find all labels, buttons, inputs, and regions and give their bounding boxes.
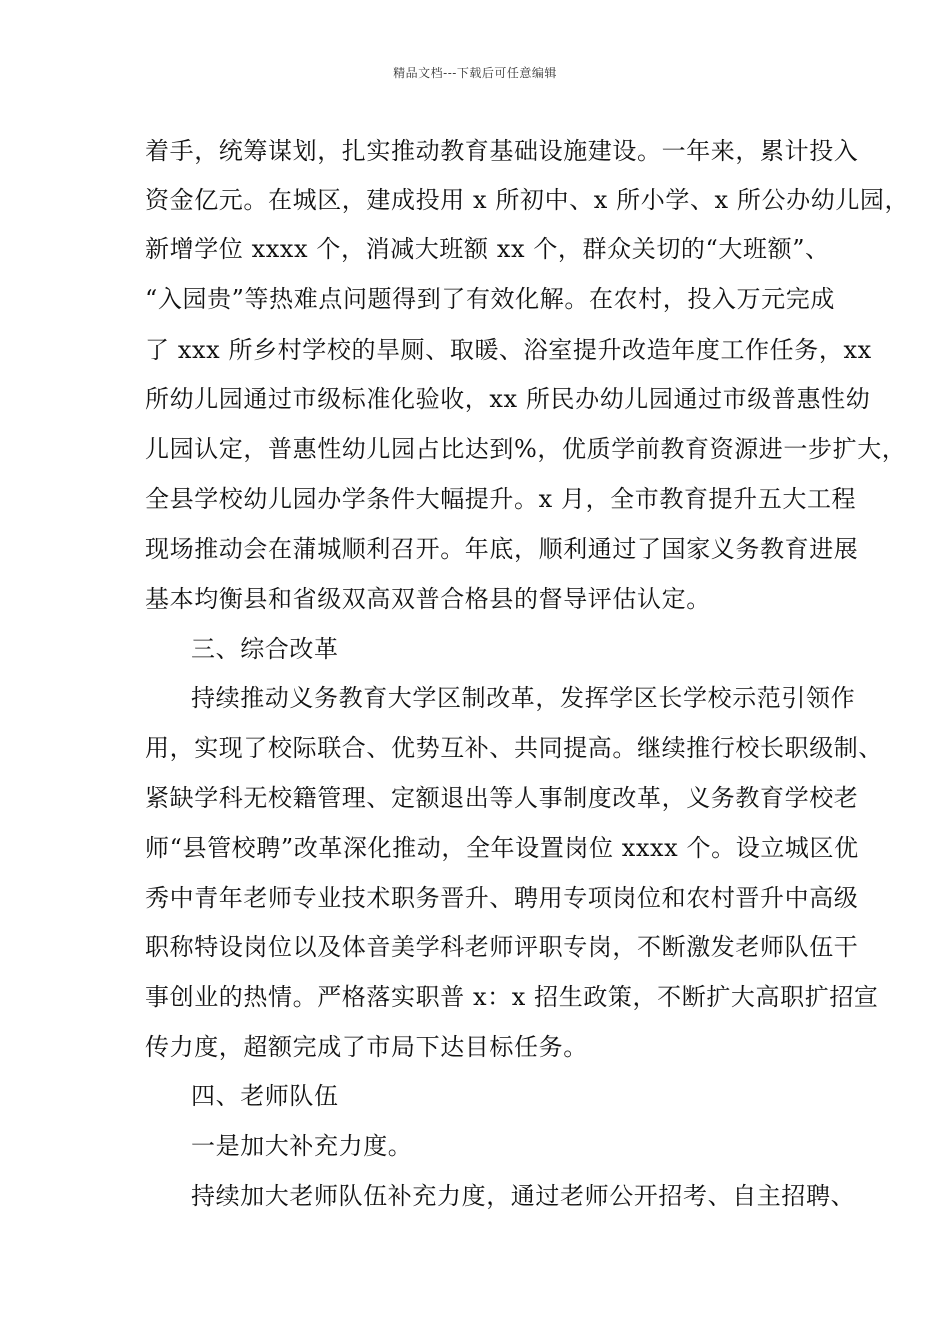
text-line: 传力度，超额完成了市局下达目标任务。 xyxy=(145,1033,588,1061)
section-heading: 三、综合改革 xyxy=(191,635,339,663)
text-line: “入园贵”等热难点问题得到了有效化解。在农村，投入万元完成 xyxy=(145,285,835,313)
text-line: 儿园认定，普惠性幼儿园占比达到%，优质学前教育资源进一步扩大， xyxy=(145,435,907,463)
text-line: 用，实现了校际联合、优势互补、共同提高。继续推行校长职级制、 xyxy=(145,734,883,762)
text-line: 持续加大老师队伍补充力度，通过老师公开招考、自主招聘、 xyxy=(191,1182,856,1210)
text-line: 着手，统筹谋划，扎实推动教育基础设施建设。一年来，累计投入 xyxy=(145,137,859,165)
text-line: 了 xxx 所乡村学校的旱厕、取暖、浴室提升改造年度工作任务，xx xyxy=(145,336,872,364)
text-line: 现场推动会在蒲城顺利召开。年底，顺利通过了国家义务教育进展 xyxy=(145,535,859,563)
text-line: 秀中青年老师专业技术职务晋升、聘用专项岗位和农村晋升中高级 xyxy=(145,884,859,912)
text-line: 基本均衡县和省级双高双普合格县的督导评估认定。 xyxy=(145,585,711,613)
text-line: 职称特设岗位以及体音美学科老师评职专岗，不断激发老师队伍干 xyxy=(145,933,859,961)
text-line: 持续推动义务教育大学区制改革，发挥学区长学校示范引领作 xyxy=(191,684,856,712)
sub-heading: 一是加大补充力度。 xyxy=(191,1132,413,1160)
text-line: 新增学位 xxxx 个，消减大班额 xx 个，群众关切的“大班额”、 xyxy=(145,235,830,263)
text-line: 资金亿元。在城区，建成投用 x 所初中、x 所小学、x 所公办幼儿园， xyxy=(145,186,910,214)
section-heading: 四、老师队伍 xyxy=(191,1082,339,1110)
text-line: 师“县管校聘”改革深化推动，全年设置岗位 xxxx 个。设立城区优 xyxy=(145,834,859,862)
page-header: 精品文档---下载后可任意编辑 xyxy=(393,66,557,80)
text-line: 事创业的热情。严格落实职普 x：x 招生政策，不断扩大高职扩招宣 xyxy=(145,983,879,1011)
text-line: 全县学校幼儿园办学条件大幅提升。x 月，全市教育提升五大工程 xyxy=(145,485,857,513)
text-line: 所幼儿园通过市级标准化验收，xx 所民办幼儿园通过市级普惠性幼 xyxy=(145,385,871,413)
text-line: 紧缺学科无校籍管理、定额退出等人事制度改革，义务教育学校老 xyxy=(145,784,859,812)
